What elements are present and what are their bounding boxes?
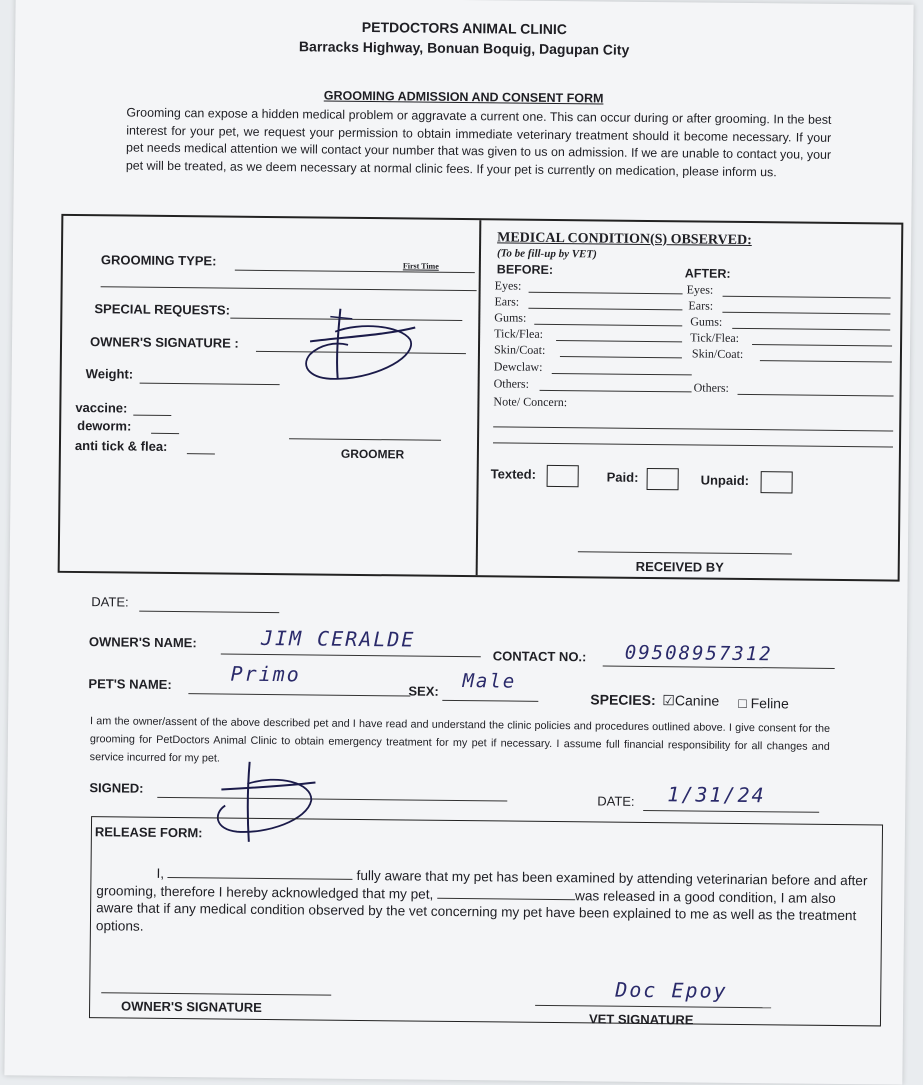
after-skincoat-label: Skin/Coat: (691, 346, 744, 361)
deworm-label: deworm: (77, 417, 132, 434)
before-gums-label: Gums: (494, 310, 527, 325)
before-heading: BEFORE: (496, 262, 554, 277)
release-name-blank[interactable] (168, 877, 353, 880)
vet-signature-value: Doc Epoy (615, 977, 728, 1003)
release-title: RELEASE FORM: (94, 824, 203, 841)
pet-name-label: PET'S NAME: (88, 676, 172, 692)
canine-label: Canine (674, 692, 720, 709)
weight-label: Weight: (85, 366, 134, 382)
feline-label: Feline (750, 695, 789, 712)
before-skincoat-label: Skin/Coat: (493, 342, 546, 357)
texted-checkbox[interactable] (547, 465, 579, 487)
owner-name-label: OWNER'S NAME: (88, 634, 197, 651)
medical-note: (To be fill-up by VET) (496, 247, 597, 261)
vaccine-line[interactable] (133, 415, 171, 416)
vaccine-label: vaccine: (75, 399, 128, 416)
after-gums-line[interactable] (732, 328, 890, 331)
signed-label: SIGNED: (89, 780, 144, 796)
before-tickflea-label: Tick/Flea: (494, 326, 544, 341)
release-pet-blank[interactable] (437, 897, 575, 899)
first-time-note: First Time (402, 261, 439, 271)
special-requests-label: SPECIAL REQUESTS: (94, 301, 231, 318)
paid-checkbox[interactable] (647, 468, 679, 490)
before-others-label: Others: (493, 376, 530, 391)
owner-signature-mark (290, 296, 431, 387)
vet-signature-label: VET SIGNATURE (588, 1011, 694, 1028)
before-ears-line[interactable] (528, 308, 682, 311)
owner-name-line[interactable] (221, 654, 481, 658)
deworm-line[interactable] (151, 433, 179, 434)
received-by-line[interactable] (578, 551, 792, 554)
after-tickflea-label: Tick/Flea: (690, 330, 740, 345)
sex-label: SEX: (408, 683, 439, 699)
unpaid-checkbox[interactable] (761, 471, 793, 493)
form-title: GROOMING ADMISSION AND CONSENT FORM (323, 88, 604, 106)
canine-checked-icon: ☑ (662, 692, 675, 709)
before-gums-line[interactable] (534, 324, 682, 327)
after-eyes-line[interactable] (723, 296, 891, 299)
contact-line[interactable] (603, 666, 835, 669)
release-part1: fully aware that my pet has been examined by attending veterinarian before and after grooming, therefore I hereby acknowledged that my pet, (96, 867, 868, 902)
weight-line[interactable] (140, 383, 280, 385)
sex-value: Male (462, 670, 517, 693)
before-tickflea-line[interactable] (556, 340, 682, 342)
texted-label: Texted: (490, 466, 537, 482)
species-label: SPECIES: (590, 691, 656, 709)
before-eyes-label: Eyes: (494, 278, 522, 293)
grooming-type-label: GROOMING TYPE: (100, 252, 217, 269)
note-line-1[interactable] (493, 426, 893, 431)
note-concern-label: Note/ Concern: (493, 394, 568, 410)
release-part2: was released in a good condition, I am also aware that if any medical condition observed by the vet concerning my pet have been explained to me as well as the treatment options. (95, 887, 857, 934)
before-skincoat-line[interactable] (560, 356, 682, 358)
after-skincoat-line[interactable] (760, 360, 892, 362)
grooming-extra-line[interactable] (101, 286, 477, 291)
contact-value: 09508957312 (624, 641, 773, 666)
signed-date-label: DATE: (597, 793, 635, 809)
species-canine-option[interactable] (662, 692, 719, 710)
note-line-2[interactable] (493, 442, 893, 447)
before-dewclaw-label: Dewclaw: (493, 359, 543, 374)
after-gums-label: Gums: (690, 314, 723, 329)
grooming-box (58, 214, 904, 582)
clinic-name: PETDOCTORS ANIMAL CLINIC (361, 18, 567, 38)
pet-name-line[interactable] (188, 693, 410, 696)
feline-unchecked-icon: □ (738, 694, 751, 712)
before-ears-label: Ears: (494, 294, 520, 309)
after-others-label: Others: (693, 380, 730, 395)
pet-name-value: Primo (230, 661, 301, 687)
signed-date-line[interactable] (643, 810, 819, 813)
after-heading: AFTER: (684, 266, 731, 281)
before-dewclaw-line[interactable] (552, 373, 692, 375)
species-feline-option[interactable] (738, 695, 789, 712)
signed-date-value: 1/31/24 (667, 782, 766, 808)
sex-line[interactable] (442, 700, 538, 702)
release-text (96, 864, 872, 942)
unpaid-label: Unpaid: (700, 472, 750, 489)
groomer-label: GROOMER (340, 446, 405, 462)
paid-label: Paid: (606, 469, 639, 485)
before-others-line[interactable] (540, 390, 692, 393)
owner-signature-label: OWNER'S SIGNATURE : (89, 334, 239, 351)
groomer-line[interactable] (289, 438, 441, 441)
after-eyes-label: Eyes: (686, 282, 714, 297)
clinic-address: Barracks Highway, Bonuan Boquig, Dagupan City (298, 38, 630, 58)
anti-tick-label: anti tick & flea: (74, 437, 168, 454)
anti-tick-line[interactable] (187, 453, 215, 454)
release-intro: I, (156, 865, 165, 881)
column-divider (476, 220, 482, 575)
medical-title: MEDICAL CONDITION(S) OBSERVED: (497, 230, 752, 249)
after-ears-label: Ears: (688, 298, 714, 313)
date-line[interactable] (139, 611, 279, 613)
after-others-line[interactable] (738, 394, 894, 397)
after-ears-line[interactable] (722, 312, 890, 315)
received-by-label: RECEIVED BY (635, 558, 724, 575)
owner-name-value: JIM CERALDE (260, 625, 416, 652)
form-page (4, 0, 913, 1085)
release-owner-signature-label: OWNER'S SIGNATURE (121, 998, 262, 1015)
after-tickflea-line[interactable] (752, 344, 892, 346)
contact-label: CONTACT NO.: (492, 648, 587, 665)
intro-paragraph: Grooming can expose a hidden medical problem or aggravate a current one. This can occur during or after grooming. In the best interest for your pet, we request your permission to obtain immediate veterinary treatment should it become necessary. If your pet needs medical attention we will contact your number that was given to us on admission. If we are unable to contact you, your pet will be treated, as we deem necessary at normal clinic fees. If your pet is currently on medication, please inform us. (125, 105, 832, 179)
before-eyes-line[interactable] (529, 292, 683, 295)
date-label: DATE: (91, 594, 129, 610)
consent-text: I am the owner/assent of the above described pet and I have read and understand the clinic policies and procedures outlined above. I give consent for the grooming for PetDoctors Animal Clinic to obtain emergency treatment for my pet if necessary. I assume full financial responsibility for all changes and service incurred for my pet. (89, 715, 831, 765)
